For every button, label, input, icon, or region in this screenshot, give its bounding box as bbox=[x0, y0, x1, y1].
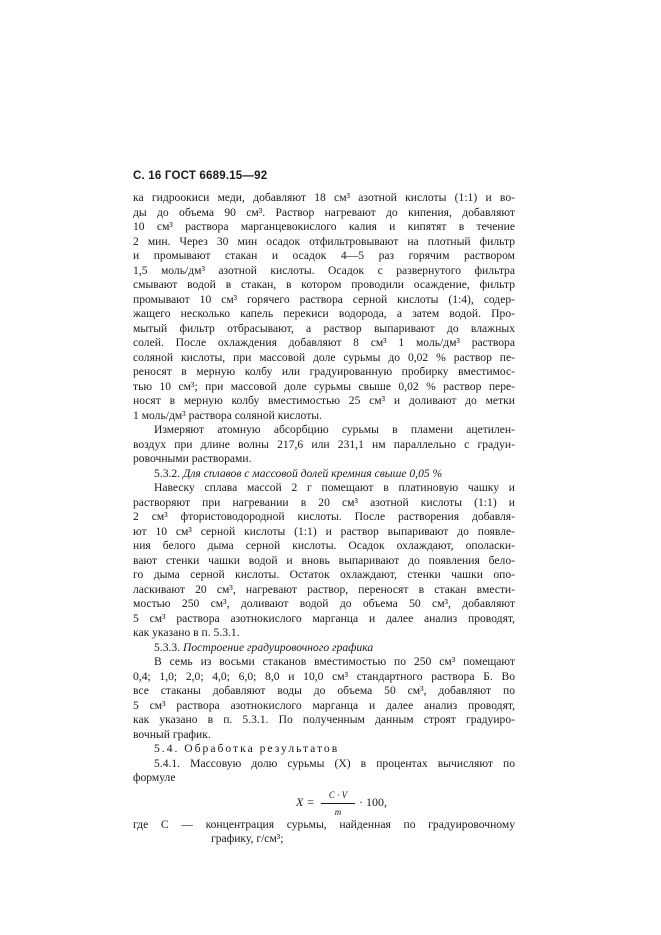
text-line: ка гидроокиси меди, добавляют 18 см³ азотной кислоты (1:1) и во- bbox=[133, 191, 515, 204]
text-line: мытый фильтр отбрасывают, а раствор выпаривают до влажных bbox=[133, 321, 515, 335]
text-line: графику, г/см³; bbox=[211, 832, 284, 845]
text-line: реносят в мерную колбу или градуированную пробирку вместимос- bbox=[133, 365, 515, 378]
text-line: ния белого дыма серной кислоты. Осадок охлаждают, ополаски- bbox=[133, 539, 515, 552]
section-heading-5-3-3 bbox=[133, 641, 515, 656]
text-line: жащего несколько капель перекиси водорода, а затем водой. Про- bbox=[133, 307, 515, 320]
text-line: соляной кислоты, при массовой доле сурьмы до 0,02 % раствор пе- bbox=[133, 350, 515, 364]
text-line: 5 см³ раствора азотнокислого марганца и далее анализ проводят, bbox=[133, 611, 515, 625]
text-line: носят в мерную колбу вместимостью 25 см³ и доливают до метки bbox=[133, 394, 515, 407]
text-line: ровочными растворами. bbox=[133, 452, 252, 465]
formula-denominator: m bbox=[334, 807, 342, 817]
text-line: формуле bbox=[133, 771, 176, 784]
text-line: вают стенки чашки водой и вновь выпаривают до появления бело- bbox=[133, 553, 515, 567]
text-line: Измеряют атомную абсорбцию сурьмы в пламени ацетилен- bbox=[154, 423, 515, 436]
paragraph-4 bbox=[133, 655, 515, 742]
paragraph-3 bbox=[133, 481, 515, 641]
text-line: го дыма серной кислоты. Остаток охлаждают, стенки чашки опо- bbox=[133, 568, 515, 581]
section-heading-5-3-2 bbox=[133, 467, 515, 482]
formula-fraction bbox=[321, 788, 355, 820]
text-line: солей. После охлаждения добавляют 8 см³ 1 моль/дм³ раствора bbox=[133, 336, 515, 349]
paragraph-2 bbox=[133, 423, 515, 467]
text-line: и промывают стакан и осадок 4—5 раз горячим раствором bbox=[133, 249, 515, 262]
text-line: как указано в п. 5.3.1. По полученным данным строят градуиро- bbox=[133, 713, 515, 726]
text-line: все стаканы добавляют воды до объема 50 см³, добавляют по bbox=[133, 684, 515, 697]
section-number: 5.3.3. bbox=[154, 640, 181, 654]
text-line: Навеску сплава массой 2 г помещают в платиновую чашку и bbox=[154, 481, 515, 494]
section-title: Построение градуировочного графика bbox=[183, 640, 374, 654]
section-heading-5-4: 5.4. Обработка результатов bbox=[154, 742, 340, 755]
text-line: ют 10 см³ серной кислоты (1:1) и раствор выпаривают до появле- bbox=[133, 524, 515, 538]
page-body bbox=[133, 191, 515, 847]
text-line: 2 см³ фтористоводородной кислоты. После растворения добавля- bbox=[133, 510, 515, 523]
text-line: промывают 10 см³ горячего раствора серной кислоты (1:4), содер- bbox=[133, 292, 515, 306]
page-header: С. 16 ГОСТ 6689.15—92 bbox=[133, 170, 268, 182]
formula bbox=[133, 788, 515, 818]
text-line: вочный график. bbox=[133, 727, 211, 741]
where-clause bbox=[133, 818, 515, 847]
text-line: 10 см³ раствора марганцевокислого калия и кипятят в течение bbox=[133, 220, 515, 233]
formula-lhs: X = bbox=[296, 794, 315, 809]
text-line: 0,4; 1,0; 2,0; 4,0; 6,0; 8,0 и 10,0 см³ стандартного раствора Б. Во bbox=[133, 669, 515, 683]
text-line: 5 см³ раствора азотнокислого марганца и далее анализ проводят, bbox=[133, 698, 515, 712]
text-line: 5.4.1. Массовую долю сурьмы (X) в процентах вычисляют по bbox=[154, 756, 515, 770]
text-line: воздух при длине волны 217,6 или 231,1 нм параллельно с градуи- bbox=[133, 437, 515, 451]
section-title: Для сплавов с массовой долей кремния свыше 0,05 % bbox=[183, 466, 443, 480]
text-line: 2 мин. Через 30 мин осадок отфильтровывают на плотный фильтр bbox=[133, 234, 515, 248]
text-line: 1 моль/дм³ раствора соляной кислоты. bbox=[133, 408, 322, 422]
text-line: ды до объема 90 см³. Раствор нагревают до кипения, добавляют bbox=[133, 205, 515, 219]
paragraph-1 bbox=[133, 191, 515, 423]
formula-rhs: · 100, bbox=[359, 794, 387, 809]
text-line: как указано в п. 5.3.1. bbox=[133, 626, 240, 639]
text-line: смывают водой в стакан, в котором проводили осаждение, фильтр bbox=[133, 278, 515, 291]
text-line: 1,5 моль/дм³ азотной кислоты. Осадок с развернутого фильтра bbox=[133, 263, 515, 277]
text-line: где C — концентрация сурьмы, найденная по градуировочному bbox=[133, 817, 515, 831]
formula-numerator: C · V bbox=[321, 788, 355, 805]
text-line: растворяют при нагревании в 20 см³ азотной кислоты (1:1) и bbox=[133, 495, 515, 509]
text-line: мостью 250 см³, доливают водой до объема 50 см³, добавляют bbox=[133, 597, 515, 610]
text-line: тью 10 см³; при массовой доле сурьмы свыше 0,02 % раствор пере- bbox=[133, 379, 515, 393]
section-number: 5.3.2. bbox=[154, 466, 181, 480]
text-line: В семь из восьми стаканов вместимостью по 250 см³ помещают bbox=[154, 655, 515, 668]
text-line: ласкивают 20 см³, нагревают раствор, переносят в стакан вмести- bbox=[133, 582, 515, 596]
section-5-4-1 bbox=[133, 757, 515, 786]
